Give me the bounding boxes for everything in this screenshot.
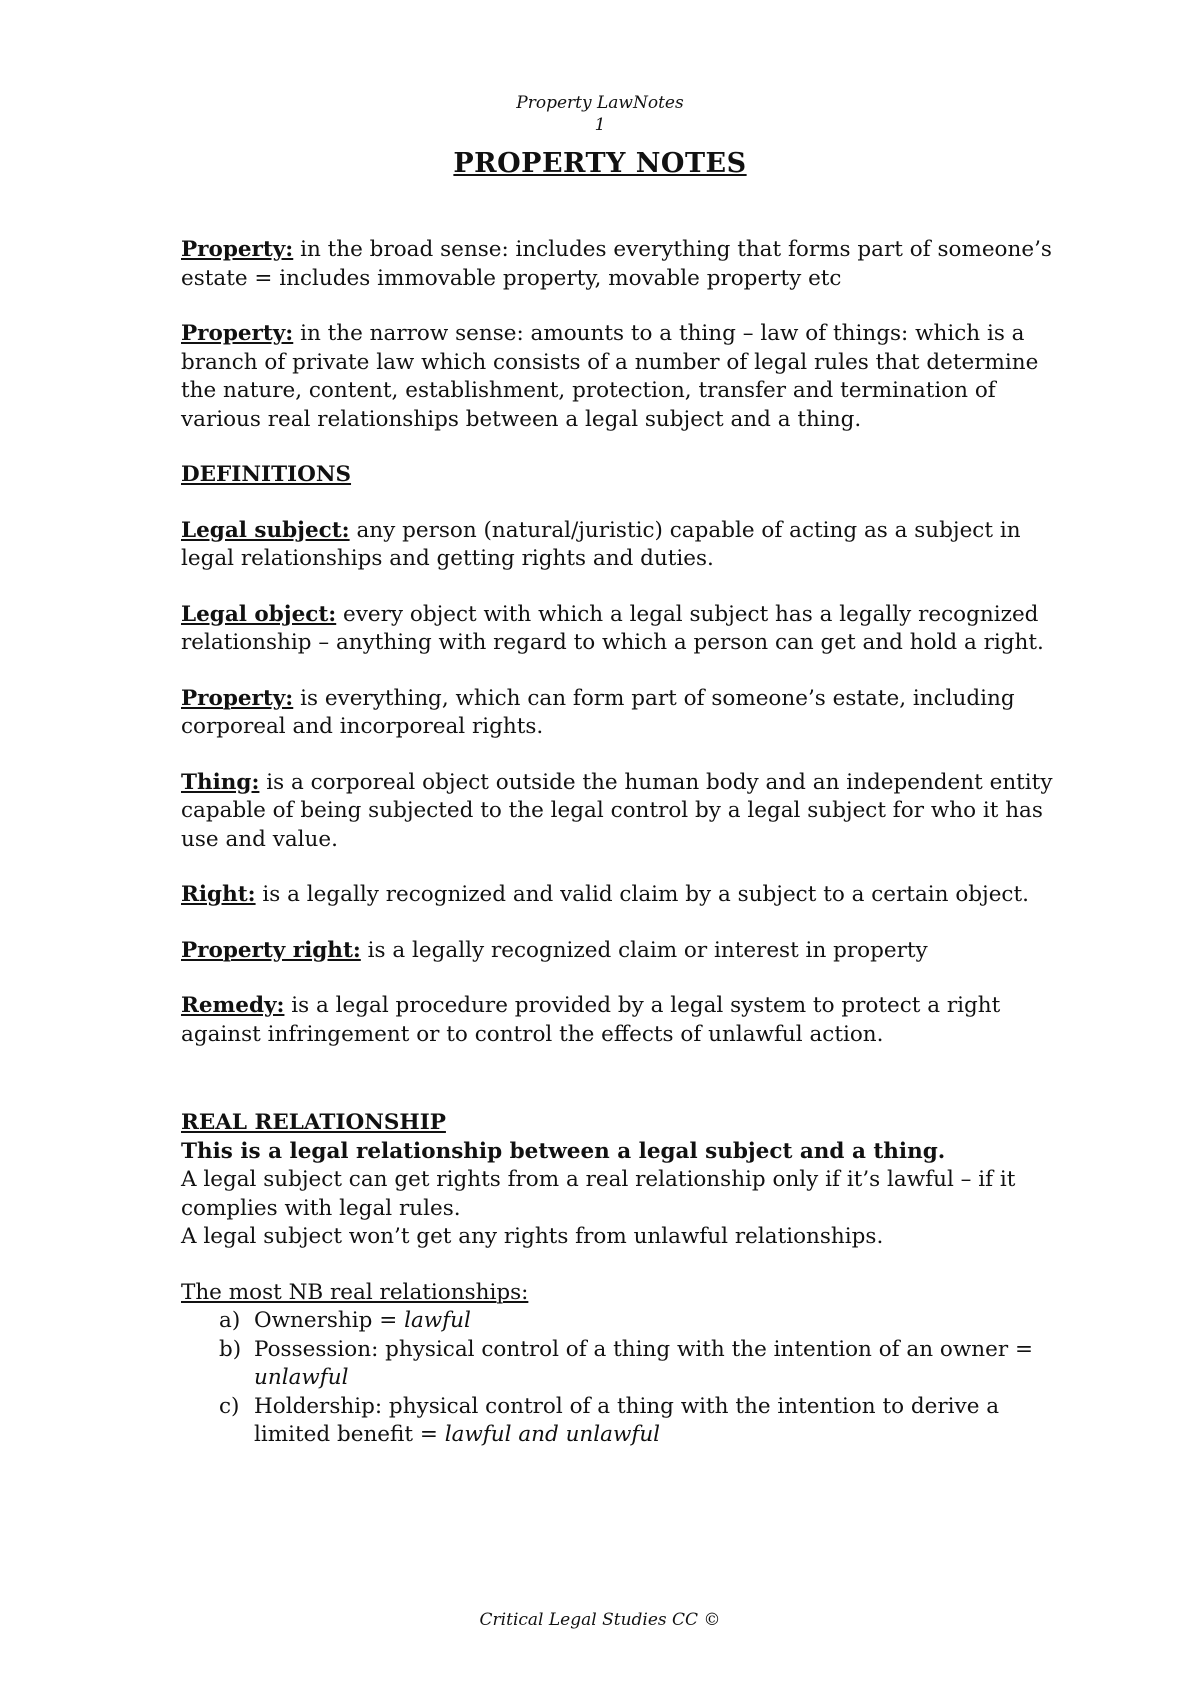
- definition-paragraph: [181, 881, 1061, 910]
- definition-text: in the broad sense: includes everything that forms part of someone’s estate = includes immovable property, movable property etc: [181, 237, 1052, 291]
- page-number: 1: [594, 115, 606, 135]
- definition-text: is a legally recognized and valid claim by a subject to a certain object.: [255, 882, 1029, 907]
- document-body: [181, 236, 1061, 1450]
- definition-paragraph: [181, 517, 1061, 574]
- definition-paragraph: [181, 992, 1061, 1049]
- list-marker: a): [219, 1308, 241, 1333]
- list-item-status: lawful: [404, 1308, 471, 1333]
- definition-paragraph: [181, 601, 1061, 658]
- definition-term: Legal subject:: [181, 517, 350, 543]
- list-item: [181, 1336, 1061, 1393]
- list-item-status: lawful and unlawful: [444, 1422, 661, 1447]
- definition-term: Thing:: [181, 769, 260, 795]
- list-item-text: Possession: physical control of a thing with the intention of an owner =: [254, 1336, 1033, 1362]
- list-marker: b): [219, 1336, 242, 1362]
- definition-term: Right:: [181, 882, 256, 907]
- definition-text: is a legal procedure provided by a legal system to protect a right against infringement or to control the effects of unlawful action.: [181, 993, 1001, 1047]
- definition-text: any person (natural/juristic) capable of acting as a subject in legal relationships and getting rights and duties.: [181, 517, 1021, 571]
- section-heading-definitions: DEFINITIONS: [181, 462, 352, 487]
- definition-term: Property:: [181, 685, 294, 711]
- real-relationship-line: A legal subject won’t get any rights from unlawful relationships.: [181, 1224, 884, 1249]
- page-title: PROPERTY NOTES: [453, 148, 747, 179]
- definition-term: Property right:: [181, 937, 361, 963]
- list-item-text: Holdership: physical control of a thing with the intention to derive a limited benefit =: [254, 1393, 1000, 1447]
- definition-term: Legal object:: [181, 601, 337, 627]
- running-header: [0, 92, 1200, 136]
- list-item-status: unlawful: [254, 1365, 349, 1390]
- definition-text: is a corporeal object outside the human body and an independent entity capable of being subjected to the legal control by a legal subject for who it has use and value.: [181, 769, 1053, 852]
- definition-term: Property:: [181, 321, 294, 346]
- definition-text: in the narrow sense: amounts to a thing – law of things: which is a branch of private law which consists of a number of legal rules that determine the nature, content, establishment, protection, transfer and termination of various real relationships between a legal subject and a thing.: [181, 321, 1039, 432]
- list-marker: c): [219, 1393, 240, 1419]
- definition-term: Remedy:: [181, 993, 285, 1018]
- real-relationship-line: A legal subject can get rights from a real relationship only if it’s lawful – if it complies with legal rules.: [181, 1167, 1016, 1221]
- definition-term: Property:: [181, 237, 294, 262]
- definition-paragraph: [181, 937, 1061, 966]
- real-relationship-definition: This is a legal relationship between a legal subject and a thing.: [181, 1138, 946, 1164]
- running-title: Property LawNotes: [516, 93, 684, 113]
- definition-paragraph: [181, 769, 1061, 855]
- relationships-list-title: The most NB real relationships:: [181, 1279, 529, 1305]
- definition-paragraph: [181, 236, 1061, 293]
- definition-text: is everything, which can form part of someone’s estate, including corporeal and incorporeal rights.: [181, 685, 1015, 739]
- definition-paragraph: [181, 685, 1061, 742]
- section-heading-real-relationship: REAL RELATIONSHIP: [181, 1110, 446, 1135]
- list-item-text: Ownership =: [254, 1308, 405, 1333]
- relationships-list: [181, 1307, 1061, 1450]
- list-item: [181, 1307, 1061, 1336]
- definition-text: every object with which a legal subject has a legally recognized relationship – anything with regard to which a person can get and hold a right.: [181, 601, 1044, 655]
- list-item: [181, 1393, 1061, 1450]
- page-footer: Critical Legal Studies CC ©: [479, 1610, 721, 1630]
- definition-paragraph: [181, 320, 1061, 434]
- definition-text: is a legally recognized claim or interest in property: [360, 937, 928, 963]
